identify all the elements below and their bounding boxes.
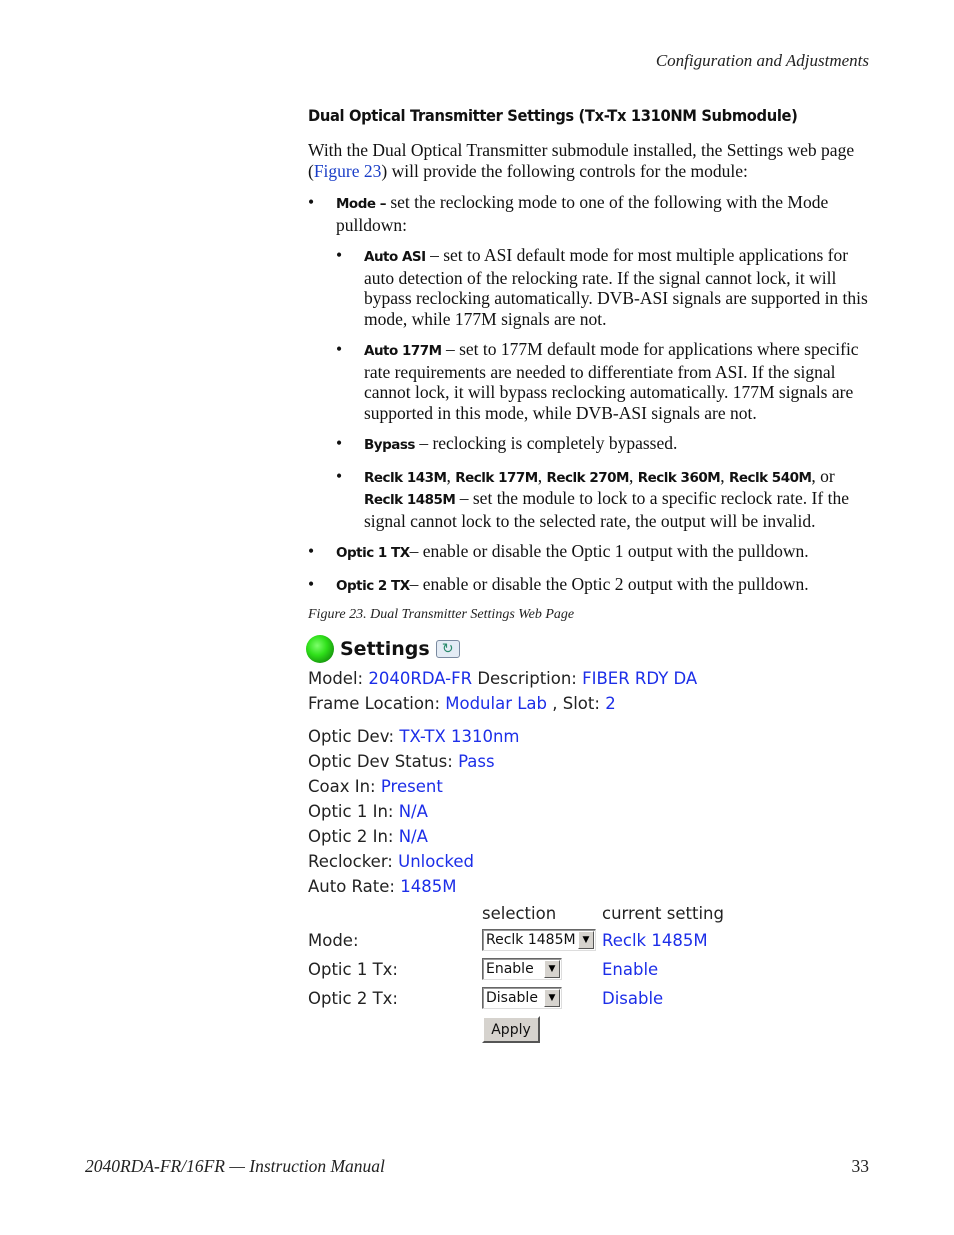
term-auto-asi: Auto ASI — [364, 249, 426, 265]
desc-auto-asi: – set to ASI default mode for most multiple applications for auto detection of the relocking rate. If the signal cannot lock, it will bypass reclocking automatically. DVB-ASI signals are supported in this mode, while 177M signals are not. — [364, 245, 868, 329]
desc-reclk: – set the module to lock to a specific reclock rate. If the signal cannot lock to the selected rate, the output will be invalid. — [364, 488, 849, 531]
term-optic2: Optic 2 TX — [336, 577, 410, 594]
control-list — [308, 192, 874, 596]
intro-paragraph — [308, 140, 874, 181]
term-optic1: Optic 1 TX — [336, 545, 410, 561]
frame-line — [308, 694, 616, 713]
status-label: Optic Dev: — [308, 727, 400, 746]
status-led-icon — [306, 635, 334, 663]
body-text — [308, 140, 874, 606]
status-label: Optic 2 In: — [308, 827, 399, 846]
slot-link[interactable]: 2 — [605, 694, 616, 713]
settings-title: Settings — [340, 638, 430, 660]
list-item-auto-177m — [336, 339, 874, 423]
status-value: Present — [380, 777, 443, 796]
status-value: N/A — [398, 827, 428, 846]
term-reclk-270m: Reclk 270M — [546, 469, 629, 486]
status-optic1-in — [308, 802, 428, 821]
term-auto-177m: Auto 177M — [364, 343, 442, 359]
mode-current-value: Reclk 1485M — [602, 931, 708, 950]
separator: , or — [811, 465, 835, 486]
column-header-current: current setting — [602, 904, 724, 923]
chevron-down-icon[interactable]: ▼ — [544, 989, 560, 1007]
term-reclk-177m: Reclk 177M — [455, 469, 538, 486]
status-label: Optic 1 In: — [308, 802, 399, 821]
mode-select[interactable] — [482, 929, 596, 951]
status-coax-in — [308, 777, 443, 796]
apply-button[interactable]: Apply — [482, 1016, 540, 1043]
separator: , — [446, 465, 456, 486]
mode-label: Mode: — [308, 931, 359, 950]
optic2-tx-select-value: Disable — [486, 990, 538, 1006]
status-label: Optic Dev Status: — [308, 752, 459, 771]
model-value: 2040RDA-FR — [368, 669, 473, 688]
mode-select-value: Reclk 1485M — [486, 932, 576, 948]
status-value: TX-TX 1310nm — [399, 727, 520, 746]
optic2-tx-label: Optic 2 Tx: — [308, 989, 398, 1008]
optic1-tx-select-value: Enable — [486, 961, 534, 977]
desc-optic1: – enable or disable the Optic 1 output with the pulldown. — [409, 541, 809, 561]
settings-header — [306, 633, 826, 665]
section-title: Dual Optical Transmitter Settings (Tx-Tx 1310NM Submodule) — [308, 106, 798, 125]
figure-caption: Figure 23. Dual Transmitter Settings Web Page — [308, 607, 575, 622]
desc-mode: set the reclocking mode to one of the following with the Mode pulldown: — [336, 192, 829, 235]
list-item-optic2 — [308, 574, 874, 597]
separator: , — [628, 465, 638, 486]
status-optic-dev-status — [308, 752, 495, 771]
intro-text-end: ) will provide the following controls for the module: — [381, 160, 748, 181]
status-value: Unlocked — [398, 852, 475, 871]
chevron-down-icon[interactable]: ▼ — [544, 960, 560, 978]
separator: , — [720, 465, 729, 486]
term-bypass: Bypass — [364, 437, 415, 453]
optic2-tx-select[interactable] — [482, 987, 562, 1009]
frame-location-link[interactable]: Modular Lab — [445, 694, 548, 713]
desc-auto-177m: – set to 177M default mode for applications where specific rate requirements are needed to differentiate from ASI. If the signal cannot lock, it will bypass reclocking automatically. 177M signals are supported in this mode, while DVB-ASI signals are not. — [364, 339, 859, 423]
status-label: Coax In: — [308, 777, 381, 796]
optic2-tx-current-value: Disable — [602, 989, 664, 1008]
settings-web-page — [306, 633, 826, 1053]
chevron-down-icon[interactable]: ▼ — [578, 931, 594, 949]
optic1-tx-label: Optic 1 Tx: — [308, 960, 398, 979]
status-value: Pass — [458, 752, 495, 771]
status-value: 1485M — [400, 877, 457, 896]
status-value: N/A — [398, 802, 428, 821]
status-optic2-in — [308, 827, 428, 846]
intro-text: With the Dual Optical Transmitter submodule installed, the Settings web page ( — [308, 140, 855, 181]
term-reclk-540m: Reclk 540M — [728, 469, 812, 486]
desc-optic2: – enable or disable the Optic 2 output with the pulldown. — [409, 573, 809, 594]
mode-sublist — [336, 245, 874, 531]
footer-manual-title: 2040RDA-FR/16FR — Instruction Manual — [85, 1156, 385, 1176]
separator: , — [537, 465, 547, 486]
list-item-mode — [308, 192, 874, 531]
term-reclk-360m: Reclk 360M — [637, 469, 721, 486]
desc-bypass: – reclocking is completely bypassed. — [414, 433, 678, 453]
description-label: Description: — [472, 669, 583, 688]
status-reclocker — [308, 852, 474, 871]
optic1-tx-current-value: Enable — [602, 960, 659, 979]
term-reclk-1485m: Reclk 1485M — [364, 492, 456, 508]
list-item-bypass — [336, 433, 874, 456]
model-line — [308, 669, 697, 688]
list-item-optic1 — [308, 541, 874, 564]
model-label: Model: — [308, 669, 369, 688]
status-label: Auto Rate: — [308, 877, 401, 896]
description-value: FIBER RDY DA — [582, 669, 698, 688]
term-mode: Mode – — [336, 196, 386, 212]
slot-label: , Slot: — [547, 694, 606, 713]
term-reclk-143m: Reclk 143M — [364, 469, 447, 486]
list-item-auto-asi — [336, 245, 874, 329]
column-header-selection: selection — [482, 904, 557, 923]
frame-label: Frame Location: — [308, 694, 446, 713]
refresh-icon[interactable]: ↻ — [436, 640, 460, 658]
status-optic-dev — [308, 727, 520, 746]
footer-page-number: 33 — [851, 1156, 869, 1176]
status-label: Reclocker: — [308, 852, 399, 871]
figure-link[interactable]: Figure 23 — [313, 160, 382, 181]
optic1-tx-select[interactable] — [482, 958, 562, 980]
status-auto-rate — [308, 877, 456, 896]
running-head: Configuration and Adjustments — [655, 51, 869, 70]
list-item-reclk — [336, 466, 874, 532]
